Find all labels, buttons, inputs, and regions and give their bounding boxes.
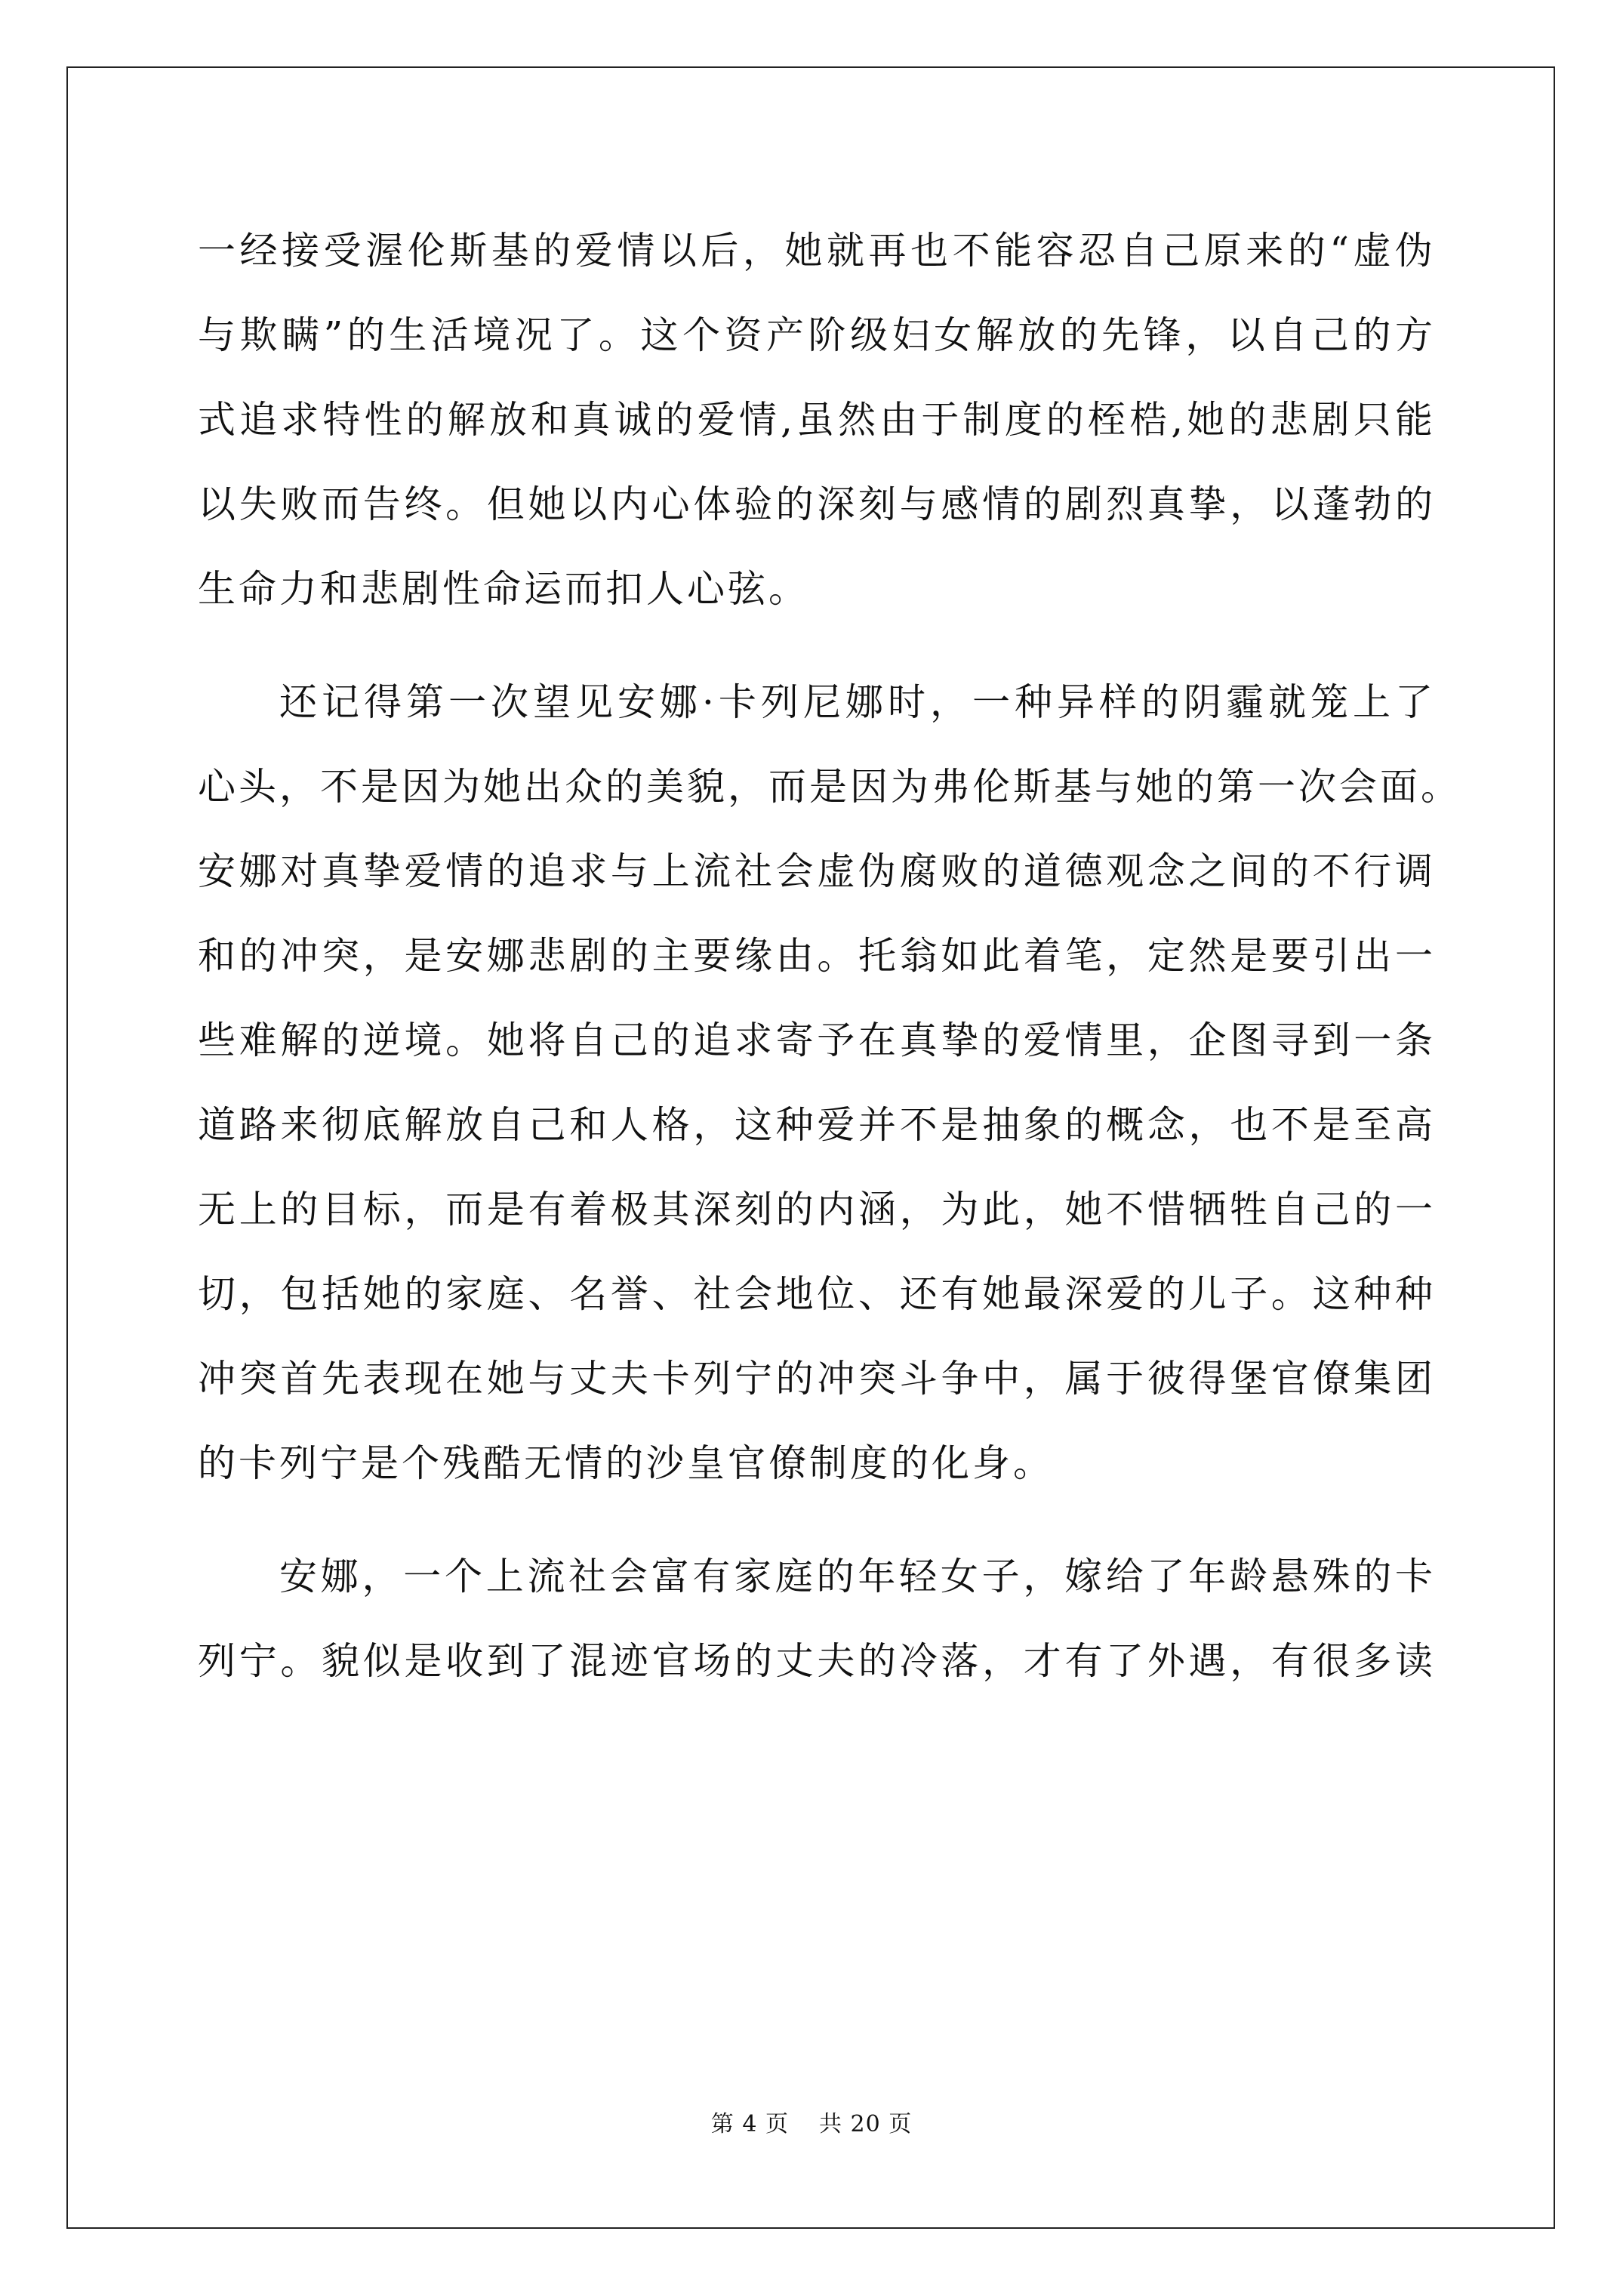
paragraph-1 <box>198 220 1436 643</box>
text-line: 无上的目标，而是有着极其深刻的内涵，为此，她不惜牺牲自己的一 <box>198 1188 1436 1231</box>
text-line: 一经接受渥伦斯基的爱情以后，她就再也不能容忍自己原来的“虚伪 <box>198 229 1436 273</box>
text-line: 心头，不是因为她出众的美貌，而是因为弗伦斯基与她的第一次会面。 <box>198 765 1461 809</box>
paragraph-2 <box>198 672 1461 1518</box>
text-line: 安娜对真挚爱情的追求与上流社会虚伪腐败的道德观念之间的不行调 <box>198 849 1436 893</box>
text-line: 切，包括她的家庭、名誉、社会地位、还有她最深爱的儿子。这种种 <box>198 1272 1436 1316</box>
page-number: 第 4 页 <box>710 2111 789 2137</box>
text-line: 安娜，一个上流社会富有家庭的年轻女子，嫁给了年龄悬殊的卡 <box>279 1555 1436 1598</box>
text-line: 与欺瞒”的生活境况了。这个资产阶级妇女解放的先锋，以自己的方 <box>198 313 1436 357</box>
text-line: 的卡列宁是个残酷无情的沙皇官僚制度的化身。 <box>198 1441 1054 1485</box>
text-line: 和的冲突，是安娜悲剧的主要缘由。托翁如此着笔，定然是要引出一 <box>198 934 1436 978</box>
paragraph-gap <box>198 1518 1436 1546</box>
page-total: 共 20 页 <box>818 2111 913 2137</box>
document-body <box>198 220 1461 1715</box>
paragraph-gap <box>198 643 1436 672</box>
text-line: 以失败而告终。但她以内心体验的深刻与感情的剧烈真挚，以蓬勃的 <box>198 482 1436 526</box>
text-line: 些难解的逆境。她将自己的追求寄予在真挚的爱情里，企图寻到一条 <box>198 1019 1436 1062</box>
text-line: 还记得第一次望见安娜·卡列尼娜时，一种异样的阴霾就笼上了 <box>279 680 1436 724</box>
text-line: 冲突首先表现在她与丈夫卡列宁的冲突斗争中，属于彼得堡官僚集团 <box>198 1357 1436 1401</box>
text-line: 生命力和悲剧性命运而扣人心弦。 <box>198 567 809 611</box>
text-line: 道路来彻底解放自己和人格，这种爱并不是抽象的概念，也不是至高 <box>198 1103 1436 1147</box>
text-line: 列宁。貌似是收到了混迹官场的丈夫的冷落，才有了外遇，有很多读 <box>198 1639 1436 1683</box>
paragraph-3 <box>198 1546 1436 1715</box>
text-line: 式追求特性的解放和真诚的爱情,虽然由于制度的桎梏,她的悲剧只能 <box>198 398 1436 442</box>
page-footer <box>0 2105 1623 2138</box>
